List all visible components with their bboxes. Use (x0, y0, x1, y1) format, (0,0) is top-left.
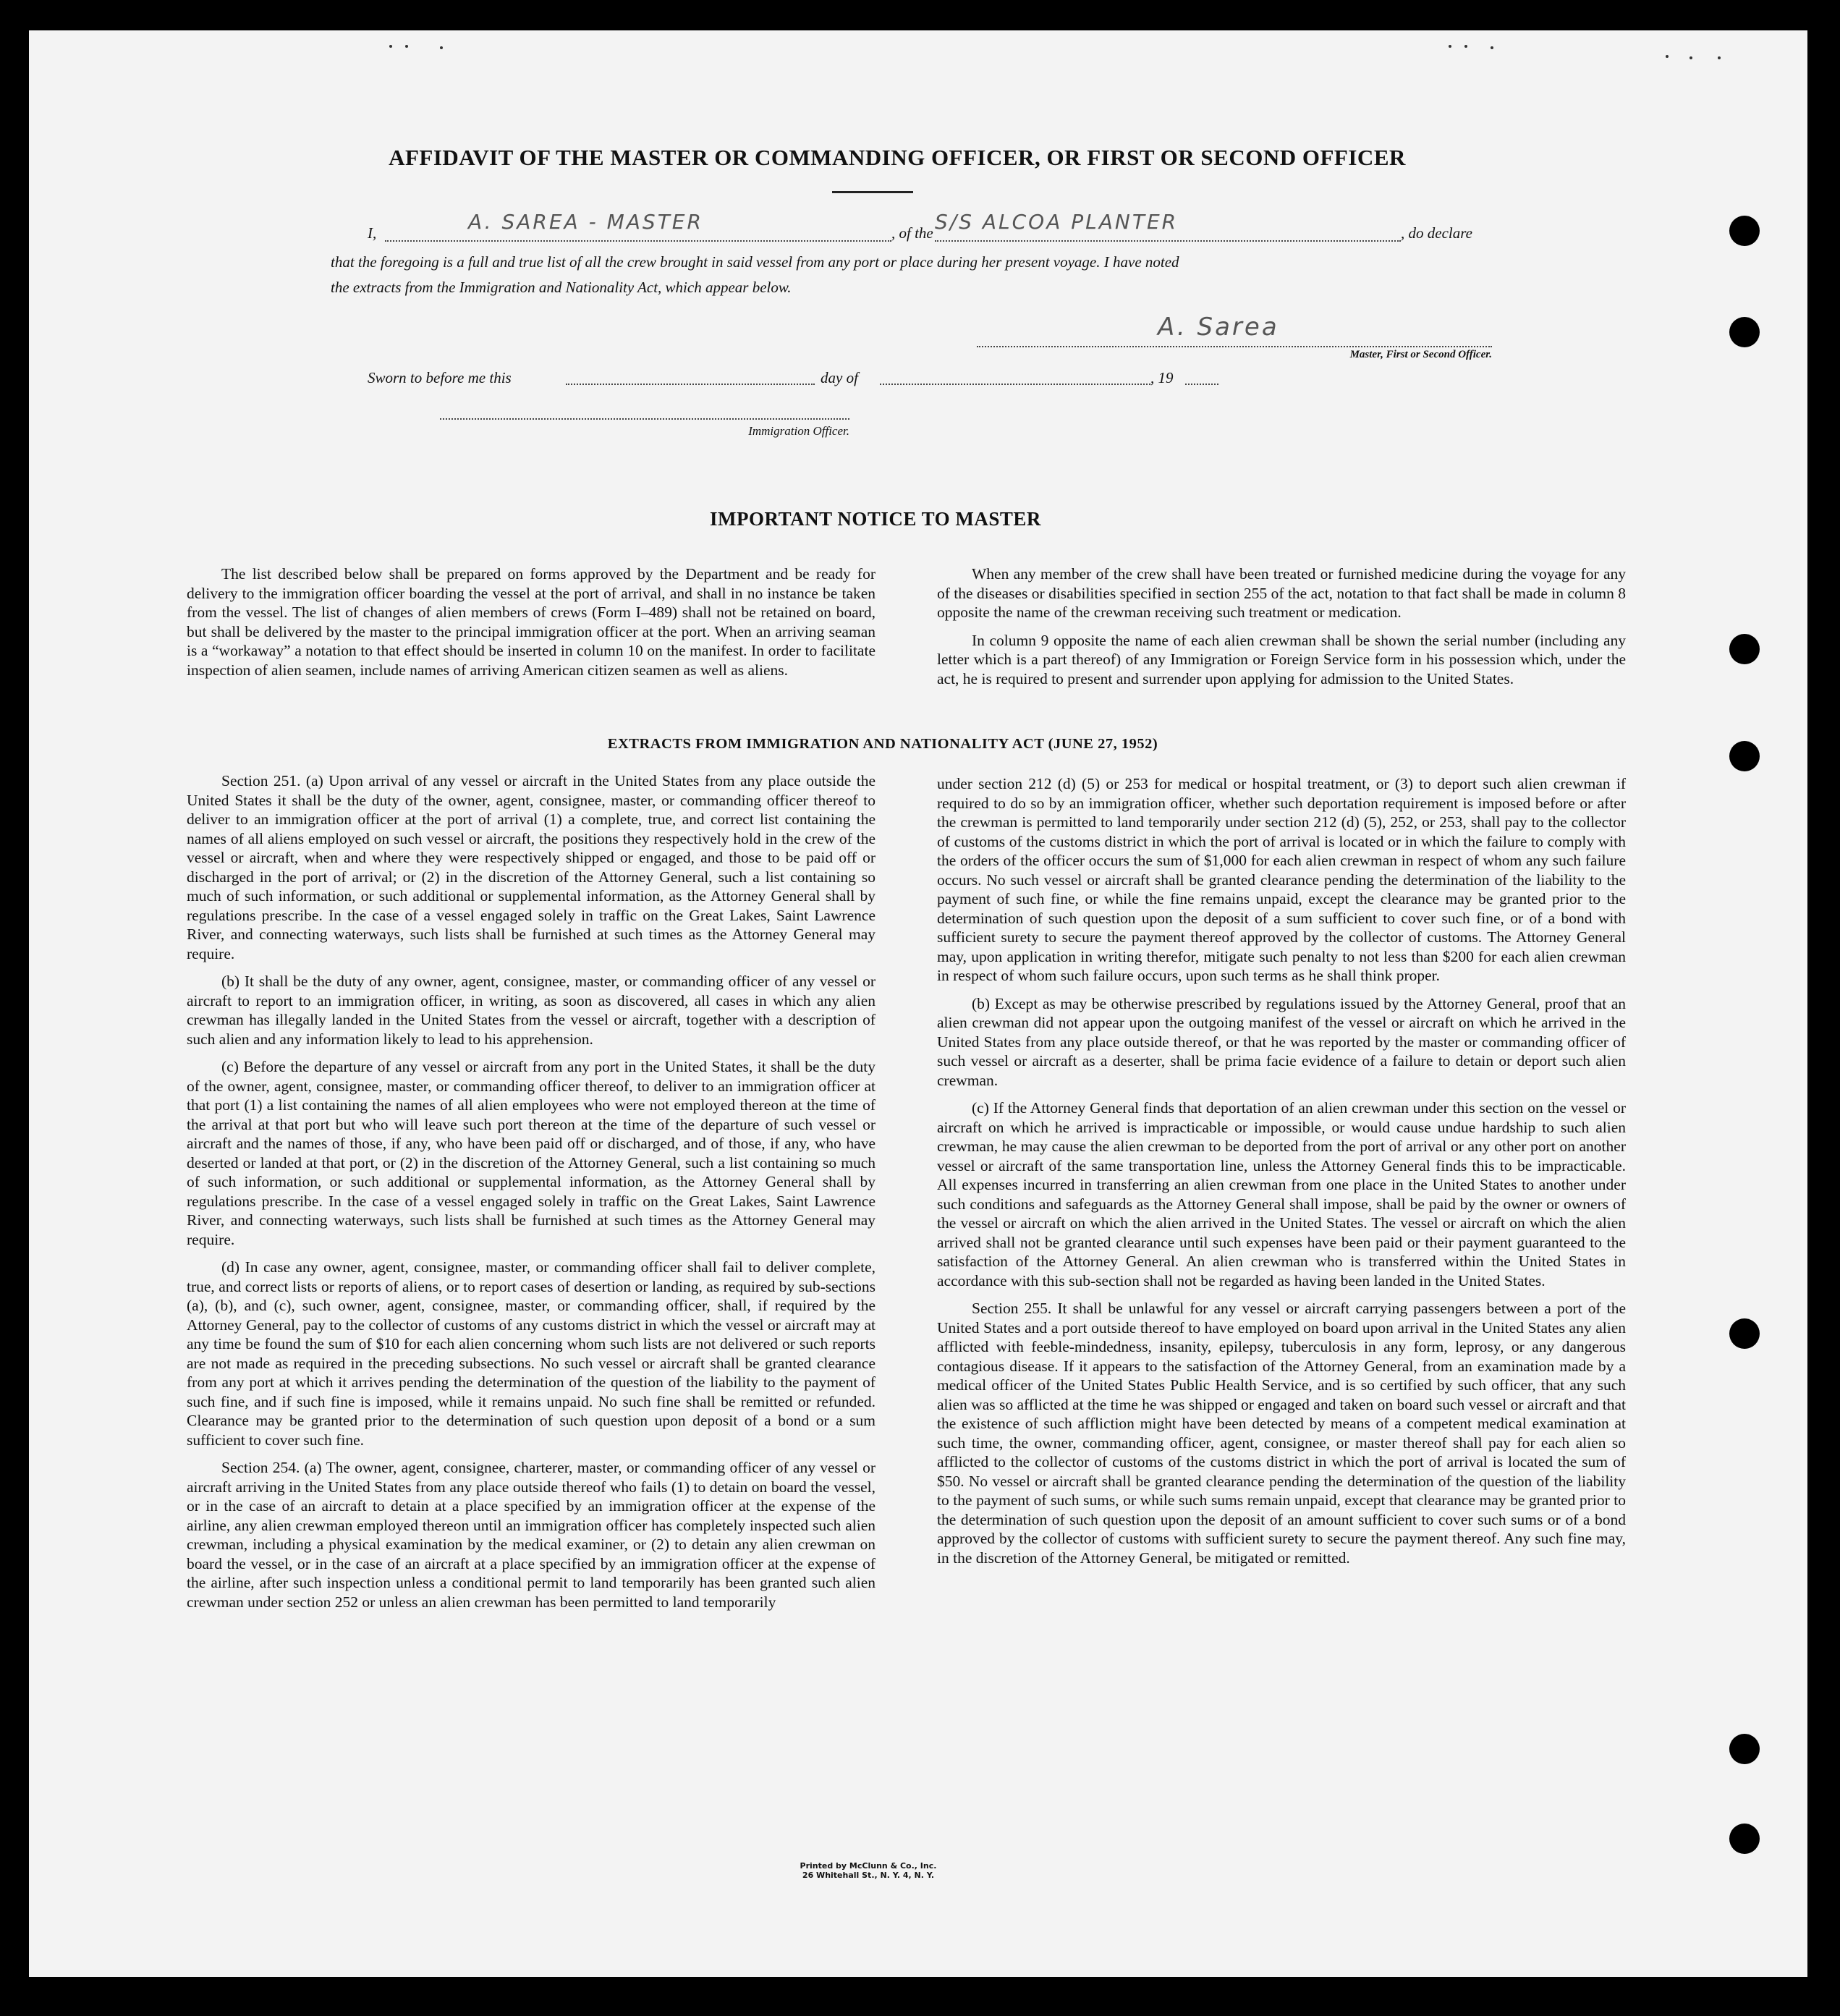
extract-paragraph: (b) It shall be the duty of any owner, agent, consignee, master, or commanding officer of any vessel or aircraft to report to an immigration officer, in writing, as soon as discovered, all cases in which any alien crewman has illegally landed in the United States from the vessel or aircraft, together with a description of such alien and any information likely to lead to his apprehension. (187, 973, 876, 1048)
notice-left-column (187, 564, 876, 688)
printer-line-2: 26 Whitehall St., N. Y. 4, N. Y. (802, 1871, 935, 1880)
sworn-day-field[interactable] (566, 382, 815, 385)
extract-paragraph: Section 255. It shall be unlawful for any vessel or aircraft carrying passengers between a port of the United States and a port outside thereof to have employed on board upon arrival in the United States any alien afflicted with feeble-mindedness, insanity, epilepsy, tuberculosis in any form, leprosy, or any dangerous contagious disease. If it appears to the satisfaction of the Attorney General, from an examination made by a medical officer of the United States Public Health Service, and is so certified by such officer, that any such alien was so afflicted at the time he was shipped or engaged and taken on board such vessel or aircraft and that the existence of such affliction might have been detected by means of a competent medical examination at such time, the owner, commanding officer, agent, consignee, or master thereof shall pay for each alien so afflicted to the collector of customs of the customs district in which the port of arrival is located the sum of $50. No vessel or aircraft shall be granted clearance pending the determination of the question of the liability to the payment of such sums, or while such sums remain unpaid, except that clearance may be granted prior to the determination of such question upon the deposit of an amount sufficient to cover such sums or of a bond approved by the collector of customs with sufficient surety to secure the payment thereof. Any such fine may, in the discretion of the Attorney General, be mitigated or remitted. (937, 1300, 1626, 1567)
punch-hole (1729, 1734, 1760, 1764)
printer-imprint (752, 1861, 984, 1880)
day-of-label: day of (821, 369, 858, 386)
notice-right-column (937, 564, 1626, 697)
punch-hole (1729, 1824, 1760, 1854)
affidavit-title: AFFIDAVIT OF THE MASTER OR COMMANDING OFFICER, OR FIRST OR SECOND OFFICER (389, 145, 1406, 170)
name-value: A. SAREA - MASTER (468, 210, 703, 234)
immigration-officer-signature-field[interactable] (440, 417, 849, 420)
printer-line-1: Printed by McClunn & Co., Inc. (800, 1861, 937, 1871)
extracts-heading: EXTRACTS FROM IMMIGRATION AND NATIONALITY ACT (JUNE 27, 1952) (607, 736, 1158, 752)
sworn-label: Sworn to before me this (368, 369, 512, 386)
immigration-officer-caption: Immigration Officer. (748, 424, 849, 438)
notice-heading: IMPORTANT NOTICE TO MASTER (710, 508, 1041, 530)
punch-hole (1729, 317, 1760, 347)
title-divider (832, 191, 913, 193)
extract-paragraph: (d) In case any owner, agent, consignee, master, or commanding officer shall fail to deliver complete, true, and correct lists or reports of aliens, or to report cases of desertion or landing, as required by sub-sections (a), (b), and (c), such owner, agent, consignee, master, or commanding officer, shall, if required by the Attorney General, pay to the collector of customs of any customs district in which the vessel or aircraft may at any time be found the sum of $10 for each alien concerning whom such lists are not delivered or such reports are not made as required in the preceding subsections. No such vessel or aircraft shall be granted clearance from any port at which it arrives pending the determination of the question of the liability to the payment of such fine, and if such fine is imposed, while it remains unpaid. No such fine shall be remitted or refunded. Clearance may be granted prior to the determination of such question upon deposit of a bond or a sum sufficient to cover such fine. (187, 1258, 876, 1449)
extract-paragraph: under section 212 (d) (5) or 253 for medical or hospital treatment, or (3) to deport such alien crewman if required to do so by an immigration officer, whether such deportation requirement is imposed before or after the crewman is permitted to land temporarily under section 212 (d) (5), 252, or 253, shall pay to the collector of customs of the customs district in which the port of arrival is located or in which the failure to comply with the orders of the officer occurs the sum of $1,000 for each alien crewman in respect of whom any such failure occurs. No such vessel or aircraft shall be granted clearance pending the determination of the liability to the payment of such fine, or while the fine remains unpaid, except the clearance may be granted prior to the determination of such question upon the deposit of a sum sufficient to cover such fine, or of a bond with sufficient surety to secure the payment thereof approved by the collector of customs. The Attorney General may, upon application in writing therefor, mitigate such penalty to not less than $200 for each alien crewman in respect of whom such failure occurs, upon such terms as he shall think proper. (937, 775, 1626, 984)
extract-paragraph: Section 251. (a) Upon arrival of any vessel or aircraft in the United States from any place outside the United States it shall be the duty of the owner, agent, consignee, master, or commanding officer thereof to deliver to an immigration officer at the port of arrival (1) a complete, true, and correct list containing the names of all aliens employed on such vessel or aircraft, the positions they respectively hold in the crew of the vessel or aircraft, when and where they were respectively shipped or engaged, and those to be paid off or discharged in the port of arrival; or (2) in the discretion of the Attorney General, such a list containing so much of such information, or such additional or supplemental information, as the Attorney General shall by regulations prescribe. In the case of a vessel engaged solely in traffic on the Great Lakes, Saint Lawrence River, and connecting waterways, such lists shall be furnished at such times as the Attorney General may require. (187, 772, 876, 962)
notice-paragraph: When any member of the crew shall have been treated or furnished medicine during the voyage for any of the diseases or disabilities specified in section 255 of the act, notation to that fact shall be made in column 8 opposite the name of the crewman receiving such treatment or medication. (937, 565, 1626, 621)
extract-paragraph: Section 254. (a) The owner, agent, consignee, charterer, master, or commanding officer of any vessel or aircraft arriving in the United States from any place outside thereof who fails (1) to detain on board the vessel, or in the case of an aircraft to detain at a place specified by an immigration officer at the expense of the airline, any alien crewman employed thereon until an immigration officer has completely inspected such alien crewman, including a physical examination by the medical examiner, or (2) to detain any alien crewman on board the vessel, or in the case of an aircraft at a place specified by an immigration officer at the expense of the airline, after such inspection unless a conditional permit to land temporarily has been granted such alien crewman under section 252 or unless an alien crewman has been permitted to land temporarily (187, 1459, 876, 1611)
document-page (29, 30, 1807, 1977)
name-field[interactable] (385, 210, 891, 242)
punch-hole (1729, 741, 1760, 771)
sworn-month-field[interactable] (880, 382, 1150, 385)
year-label: , 19 (1150, 369, 1174, 386)
extract-paragraph: (c) If the Attorney General finds that deportation of an alien crewman under this section on the vessel or aircraft on which he arrived is impracticable or impossible, or would cause undue hardship to such alien crewman, he may cause the alien crewman to be deported from the port of arrival or any other port on another vessel or aircraft of the same transportation line, unless the Attorney General finds this to be impracticable. All expenses incurred in transferring an alien crewman from one place in the United States to another under such conditions and safeguards as the Attorney General shall impose, shall be paid by the owner or owners of the vessel or aircraft on which the alien arrived in the United States. The vessel or aircraft on which the alien arrived shall not be granted clearance until such expenses have been paid or their payment guaranteed to the satisfaction of the Attorney General. An alien crewman who is transferred within the United States in accordance with this sub-section shall not be regarded as having been landed in the United States. (937, 1099, 1626, 1289)
master-signature: A. Sarea (1158, 313, 1279, 342)
master-signature-field[interactable] (977, 313, 1492, 347)
declaration-line-2: the extracts from the Immigration and Nationality Act, which appear below. (331, 279, 792, 296)
notice-paragraph: In column 9 opposite the name of each alien crewman shall be shown the serial number (including any letter which is a part thereof) of any Immigration or Foreign Service form in his possession which, under the act, he is required to present and surrender upon applying for admission to the United States. (937, 631, 1626, 687)
of-the-label: , of the (891, 224, 933, 242)
master-signature-caption: Master, First or Second Officer. (1349, 349, 1492, 360)
sworn-year-field[interactable] (1185, 382, 1218, 385)
punch-hole (1729, 216, 1760, 246)
extract-paragraph: (b) Except as may be otherwise prescribed by regulations issued by the Attorney General, proof that an alien crewman did not appear upon the outgoing manifest of the vessel or aircraft on which he arrived in the United States from any place outside thereof, or that he was reported by the master or commanding officer of such vessel or aircraft as a deserter, shall be prima facie evidence of a failure to detain or deport such alien crewman. (937, 994, 1626, 1089)
extracts-right-column (937, 774, 1626, 1576)
punch-hole (1729, 634, 1760, 664)
vessel-field[interactable] (935, 210, 1401, 242)
extracts-left-column (187, 771, 876, 1620)
extract-paragraph: (c) Before the departure of any vessel or aircraft from any port in the United States, it shall be the duty of the owner, agent, consignee, master, or commanding officer thereof, to deliver to an immigration officer at that port (1) a list containing the names of all alien employees who were not employed thereon at the time of the arrival at that port but who will leave such port thereon at the time of the departure of such vessel or aircraft and the names of those, if any, who have been paid off or discharged, and of those, if any, who have deserted or landed at that port, or (2) in the discretion of the Attorney General, such a list containing so much of such information, or such additional or supplemental information, as the Attorney General shall by regulations prescribe. In the case of a vessel engaged solely in traffic on the Great Lakes, Saint Lawrence River, and connecting waterways, such lists shall be furnished at such times as the Attorney General may require. (187, 1058, 876, 1248)
declaration-line-1: that the foregoing is a full and true list of all the crew brought in said vessel from any port or place during her present voyage. I have noted (331, 253, 1179, 271)
punch-hole (1729, 1318, 1760, 1349)
i-label: I, (368, 224, 377, 242)
notice-paragraph: The list described below shall be prepared on forms approved by the Department and be ready for delivery to the immigration officer boarding the vessel at the port of arrival, and shall in no instance be taken from the vessel. The list of changes of alien members of crews (Form I–489) shall not be retained on board, but shall be delivered by the master to the principal immigration officer at the port. When an arriving seaman is a “workaway” a notation to that effect should be inserted in column 10 on the manifest. In order to facilitate inspection of alien seamen, include names of arriving American citizen seamen as well as aliens. (187, 565, 876, 679)
do-declare-label: , do declare (1401, 224, 1472, 242)
vessel-value: S/S ALCOA PLANTER (935, 210, 1179, 234)
